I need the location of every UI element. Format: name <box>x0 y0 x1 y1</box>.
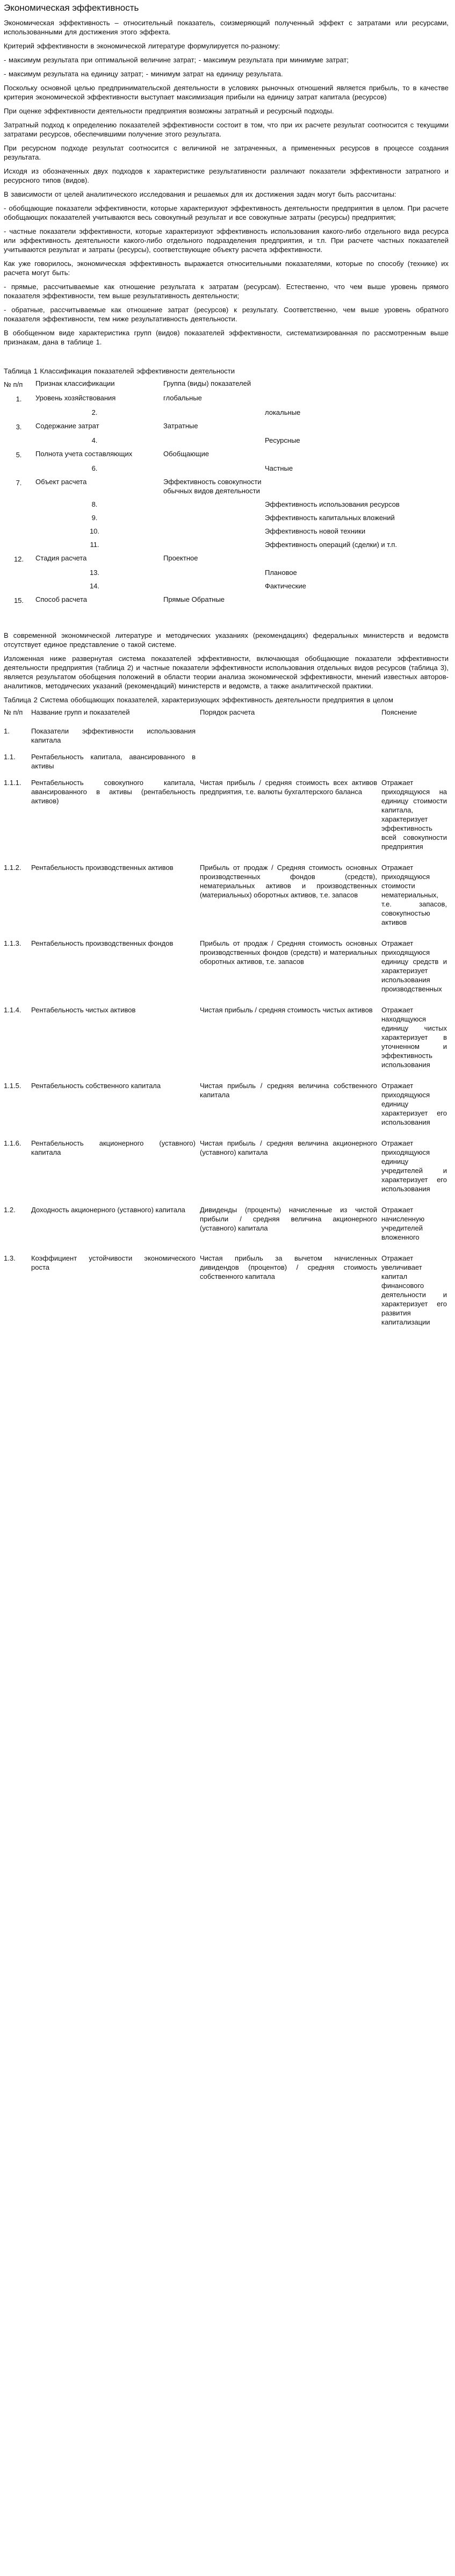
row-explanation <box>381 726 449 752</box>
row-subgroup <box>265 553 449 568</box>
row-calc <box>200 752 381 778</box>
row-subgroup: Эффективность новой техники <box>265 527 366 535</box>
row-name: Рентабельность совокупного капитала, авансированного в активы (рентабельность активов) <box>31 779 196 805</box>
row-group <box>163 408 265 421</box>
table-row <box>4 477 449 500</box>
row-number: 1.1.4. <box>4 1006 21 1014</box>
row-subgroup: локальные <box>265 408 301 416</box>
paragraph: В зависимости от целей аналитического исследования и решаемых для их достижения задач могут быть рассчитаны: <box>4 190 396 198</box>
row-explanation: Отражает приходящуюся единицу средств и характеризует использования производственных <box>381 939 447 993</box>
row-subgroup: Эффективность капитальных вложений <box>265 514 395 522</box>
row-number <box>4 581 35 595</box>
paragraph: Изложенная ниже развернутая система показателей эффективности, включающая обобщающие показатели эффективности деятельности предприятия (таблица 2) и частные показатели эффективности использования отдельных видов ресурсов (таблица 3), является результатом обобщения положений в области теории анализа экономической эффективности, мнений известных авторов-аналитиков, методических указаний (рекомендаций) министерств и ведомств, а также аналитической практики. <box>4 654 449 690</box>
row-subgroup: Ресурсные <box>265 436 300 444</box>
table-row <box>4 752 449 778</box>
row-subgroup <box>265 477 449 500</box>
row-feature: 9. <box>91 514 98 522</box>
row-name: Коэффициент устойчивости экономического роста <box>31 1254 196 1271</box>
table-row <box>4 500 449 513</box>
row-number: 1.1.1. <box>4 779 21 787</box>
row-name: Рентабельность капитала, авансированного в активы <box>31 753 196 770</box>
row-group <box>163 513 265 527</box>
row-feature: 2. <box>91 408 98 416</box>
table-header-row <box>4 379 449 393</box>
row-number: 1.1.6. <box>4 1139 21 1147</box>
indicators-table <box>4 708 449 1339</box>
row-number: 1. <box>16 395 22 403</box>
paragraph: - максимум результата на единицу затрат; - минимум затрат на единицу результата. <box>4 70 283 78</box>
row-explanation: Отражает приходящуюся на единицу стоимости капитала, характеризует эффективность всей совокупности предприятия <box>381 779 447 851</box>
row-number <box>4 540 35 553</box>
classification-table <box>4 379 449 609</box>
middle-section <box>4 631 449 690</box>
row-number <box>4 464 35 477</box>
paragraph: При ресурсном подходе результат соотносится с величиной не затраченных, а примененных ресурсов в процессе создания результата. <box>4 144 449 161</box>
classification-table-body <box>4 379 449 609</box>
row-number: 1. <box>4 727 10 735</box>
row-number: 1.1.2. <box>4 864 21 872</box>
row-calc: Чистая прибыль / средняя стоимость чистых активов <box>200 1006 373 1014</box>
row-subgroup: Частные <box>265 464 293 472</box>
row-explanation <box>381 752 449 778</box>
table-row <box>4 778 449 863</box>
header-cell-group: Группа (виды) показателей <box>163 379 251 387</box>
paragraph: - обобщающие показатели эффективности, которые характеризуют эффективность деятельности предприятия в целом. При расчете обобщающих показателей учитываются весь совокупный результат и все совокупные затраты (ресурсы) предприятия; <box>4 204 449 221</box>
row-subgroup: Фактические <box>265 582 306 590</box>
table-row <box>4 581 449 595</box>
row-number: 1.3. <box>4 1254 16 1262</box>
row-subgroup: Эффективность использования ресурсов <box>265 500 400 508</box>
table-row <box>4 1254 449 1339</box>
paragraph: - прямые, рассчитываемые как отношение результата к затратам (ресурсам). Естественно, что чем выше уровень прямого показателя эффективности, тем выше результативность деятельности; <box>4 283 449 300</box>
table-row <box>4 449 449 464</box>
paragraph: Поскольку основной целью предпринимательской деятельности в условиях рыночных отношений является прибыль, то в качестве критерия экономической эффективности выступает максимизация прибыли на единицу затрат капитала (ресурсов) <box>4 84 449 101</box>
document-title: Экономическая эффективность <box>4 3 139 13</box>
row-group <box>163 464 265 477</box>
row-subgroup <box>265 449 449 464</box>
table-row <box>4 1005 449 1081</box>
row-group: Проектное <box>163 554 198 562</box>
table-row <box>4 595 449 609</box>
header-cell-feature: Признак классификации <box>35 379 115 387</box>
row-number: 3. <box>16 423 22 431</box>
header-cell-explanation: Пояснение <box>381 708 417 716</box>
row-number: 1.1.3. <box>4 939 21 947</box>
row-feature: 14. <box>89 582 100 590</box>
table-row <box>4 568 449 581</box>
table-row <box>4 1081 449 1139</box>
row-feature: 4. <box>91 436 98 444</box>
row-group <box>163 581 265 595</box>
table-row <box>4 863 449 939</box>
header-cell-calc: Порядок расчета <box>200 708 255 716</box>
row-feature: Способ расчета <box>35 595 88 603</box>
indicators-table-body <box>4 708 449 1339</box>
row-name: Рентабельность чистых активов <box>31 1006 136 1014</box>
table-row <box>4 553 449 568</box>
row-name: Рентабельность производственных фондов <box>31 939 174 947</box>
row-name: Рентабельность собственного капитала <box>31 1082 161 1090</box>
row-calc: Прибыль от продаж / Средняя стоимость основных производственных фондов (средств), нематериальных активов и производственных (материальных) оборотных активов, т.е. запасов <box>200 864 377 899</box>
paragraph: В современной экономической литературе и методических указаниях (рекомендациях) федеральных министерств и ведомств отсутствует единое представление о такой системе. <box>4 631 449 649</box>
paragraph: Экономическая эффективность – относительный показатель, соизмеряющий полученный эффект с затратами или ресурсами, использованными для достижения этого эффекта. <box>4 19 449 36</box>
header-cell-name: Название групп и показателей <box>31 708 130 716</box>
row-subgroup <box>265 595 449 609</box>
row-calc: Чистая прибыль за вычетом начисленных дивидендов (процентов) / средняя стоимость собственного капитала <box>200 1254 377 1280</box>
paragraph: Критерий эффективности в экономической литературе формулируется по-разному: <box>4 42 280 50</box>
row-group <box>163 568 265 581</box>
paragraph: - максимум результата при оптимальной величине затрат; - максимум результата при минимуме затрат; <box>4 56 349 64</box>
header-cell-number: № п/п <box>4 708 23 716</box>
row-number <box>4 513 35 527</box>
paragraph: - частные показатели эффективности, которые характеризуют эффективность использования какого-либо отдельного вида ресурса или эффективность деятельности какого-либо отдельного подразделения предприятия, и т.п. При расчете частных показателей учитываются результат и затраты (ресурсы), соответствующие объекту расчета эффективности. <box>4 227 449 254</box>
row-group: Прямые Обратные <box>163 595 225 603</box>
row-number: 7. <box>16 479 22 487</box>
row-calc: Дивиденды (проценты) начисленные из чистой прибыли / средняя величина акционерного (уставного) капитала <box>200 1206 377 1232</box>
row-explanation: Отражает начисленную учредителей вложенного <box>381 1206 425 1241</box>
row-group: Затратные <box>163 422 198 430</box>
row-name: Показатели эффективности использования капитала <box>31 727 196 744</box>
row-group <box>163 527 265 540</box>
table-row <box>4 939 449 1005</box>
row-feature: Полнота учета составляющих <box>35 450 133 458</box>
row-feature: 8. <box>91 500 98 508</box>
table-row <box>4 726 449 752</box>
row-feature: Стадия расчета <box>35 554 87 562</box>
table-row <box>4 393 449 408</box>
header-cell-sub <box>265 379 449 393</box>
row-number <box>4 500 35 513</box>
table-row <box>4 421 449 436</box>
row-explanation: Отражает увеличивает капитал финансового деятельности и характеризует его развития капитализации <box>381 1254 447 1326</box>
intro-section <box>4 18 449 347</box>
row-calc: Чистая прибыль / средняя стоимость всех активов предприятия, т.е. валюты бухгалтерского баланса <box>200 779 377 796</box>
row-feature: 13. <box>89 569 100 577</box>
row-name: Рентабельность производственных активов <box>31 864 174 872</box>
row-calc: Прибыль от продаж / Средняя стоимость основных производственных фондов (средств) и материальных оборотных активов, т.е. запасов <box>200 939 377 966</box>
table-row <box>4 1139 449 1205</box>
paragraph: При оценке эффективности деятельности предприятия возможны затратный и ресурсный подходы. <box>4 107 334 115</box>
paragraph: Как уже говорилось, экономическая эффективность выражается относительными показателями, которые по способу (технике) их расчета могут быть: <box>4 260 449 277</box>
row-group: глобальные <box>163 394 202 402</box>
row-feature: 6. <box>91 464 98 472</box>
row-group <box>163 540 265 553</box>
row-number <box>4 527 35 540</box>
table-row <box>4 1205 449 1254</box>
row-number <box>4 568 35 581</box>
row-feature: 10. <box>89 527 100 535</box>
row-subgroup <box>265 421 449 436</box>
row-number: 1.1. <box>4 753 16 761</box>
row-group: Эффективность совокупности обычных видов деятельности <box>163 478 262 495</box>
row-group <box>163 436 265 449</box>
row-number: 1.1.5. <box>4 1082 21 1090</box>
table-row <box>4 527 449 540</box>
row-calc: Чистая прибыль / средняя величина акционерного (уставного) капитала <box>200 1139 377 1156</box>
table-row <box>4 436 449 449</box>
table-row <box>4 408 449 421</box>
row-number <box>4 436 35 449</box>
row-explanation: Отражает приходящуюся единицу учредителей и характеризует его использования <box>381 1139 447 1193</box>
header-cell-number: № п/п <box>4 380 23 388</box>
row-number <box>4 408 35 421</box>
row-name: Рентабельность акционерного (уставного) капитала <box>31 1139 196 1156</box>
row-calc: Чистая прибыль / средняя величина собственного капитала <box>200 1082 377 1099</box>
row-explanation: Отражает находящуюся единицу чистых характеризует в уточненном и эффективность использования <box>381 1006 447 1069</box>
table-row <box>4 464 449 477</box>
paragraph: - обратные, рассчитываемые как отношение затрат (ресурсов) к результату. Соответственно, чем выше уровень обратного показателя эффективности, тем ниже результативность деятельности. <box>4 306 449 323</box>
row-explanation: Отражает приходящуюся единицу характеризует его использования <box>381 1082 447 1126</box>
row-subgroup: Плановое <box>265 569 297 577</box>
table1-caption: Таблица 1 Классификация показателей эффективности деятельности <box>4 367 235 375</box>
row-feature: 11. <box>90 541 99 549</box>
paragraph: Затратный подход к определению показателей эффективности состоит в том, что при их расчете результат соотносится с текущими затратами ресурсов, обеспечившими получение этого результата. <box>4 121 449 138</box>
paragraph: Исходя из обозначенных двух подходов к характеристике результативности различают показатели эффективности затратного и ресурсного типов (видов). <box>4 167 449 184</box>
row-number: 5. <box>16 451 22 459</box>
row-calc <box>200 726 381 752</box>
row-subgroup <box>265 393 449 408</box>
row-number: 1.2. <box>4 1206 16 1214</box>
row-explanation: Отражает приходящуюся стоимости нематериальных, т.е. запасов, совокупностью активов <box>381 864 447 926</box>
row-feature: Уровень хозяйствования <box>35 394 116 402</box>
table-row <box>4 513 449 527</box>
row-group <box>163 500 265 513</box>
row-number: 12. <box>13 555 24 563</box>
row-name: Доходность акционерного (уставного) капитала <box>31 1206 185 1214</box>
paragraph: В обобщенном виде характеристика групп (видов) показателей эффективности, систематизированная по рассмотренным выше признакам, дана в таблице 1. <box>4 329 449 346</box>
row-group: Обобщающие <box>163 450 210 458</box>
table-row <box>4 540 449 553</box>
row-subgroup: Эффективность операций (сделки) и т.п. <box>265 541 398 549</box>
table-header-row <box>4 708 449 726</box>
row-feature: Содержание затрат <box>35 422 99 430</box>
table2-caption: Таблица 2 Система обобщающих показателей, характеризующих эффективность деятельности предприятия в целом <box>4 696 393 704</box>
row-feature: Объект расчета <box>35 478 87 486</box>
row-number: 15. <box>13 596 24 605</box>
